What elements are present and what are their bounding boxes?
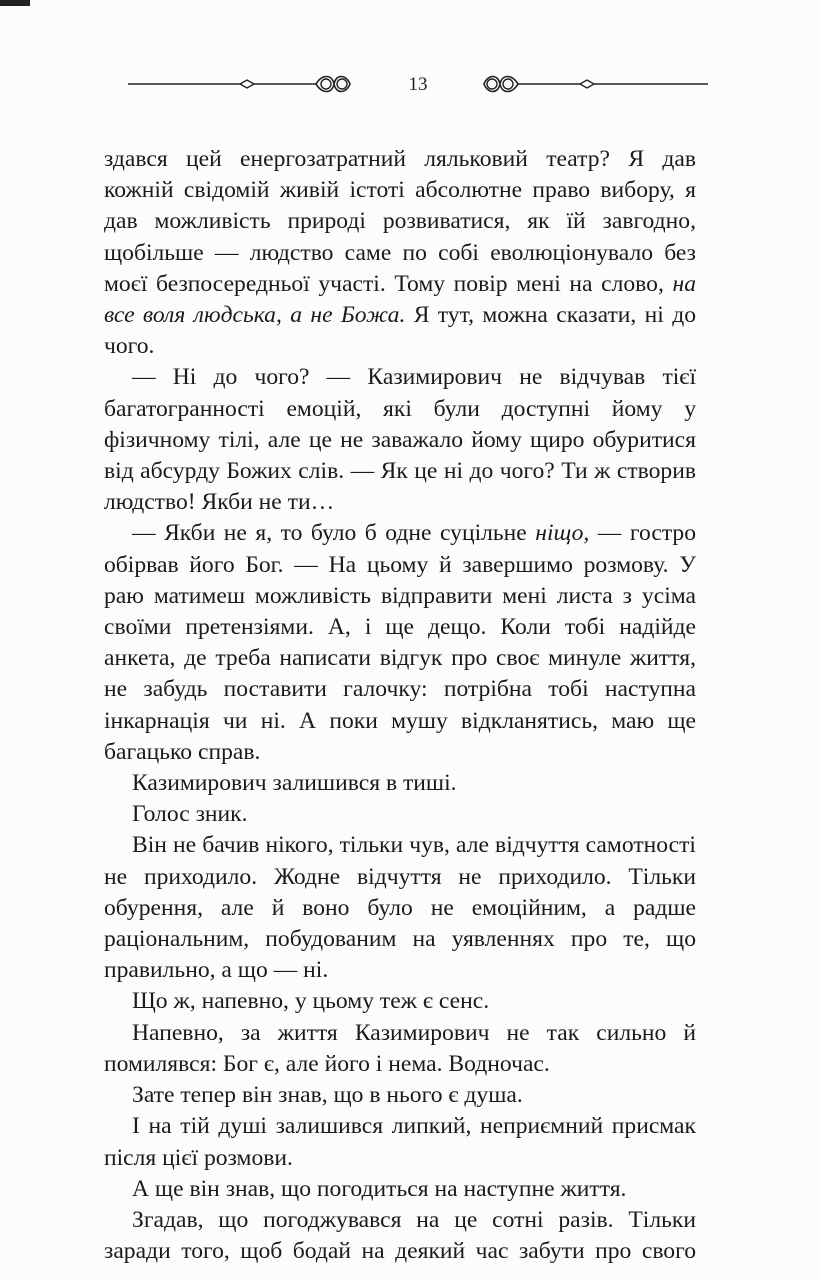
paragraph xyxy=(104,518,696,768)
paragraph xyxy=(104,768,696,799)
paragraph xyxy=(104,1080,696,1111)
paragraph xyxy=(104,144,696,362)
paragraph xyxy=(104,986,696,1017)
paragraph xyxy=(104,1205,696,1267)
paragraph xyxy=(104,1111,696,1173)
text-run: Що ж, напевно, у цьому теж є сенс. xyxy=(132,988,490,1015)
body-text xyxy=(104,144,696,1267)
text-run: здався цей енергозатратний ляльковий театр? Я дав кожній свідомій живій істоті абсолютне право вибору, я дав можливість природі розвиватися, як їй завгодно, щобільше — людство саме по собі еволюціонувало без моєї безпосередньої участі. Тому повір мені на слово, xyxy=(104,146,696,297)
paragraph xyxy=(104,1018,696,1080)
text-run: Він не бачив нікого, тільки чув, але відчуття самотності не приходило. Жодне відчуття не приходило. Тільки обурення, але й воно було не емоційним, а радше раціональним, побудованим на уявленнях про те, що правильно, а що — ні. xyxy=(104,832,696,984)
text-run: Згадав, що погоджувався на це сотні разів. Тільки заради того, щоб бодай на деякий час забути про свого xyxy=(104,1206,696,1265)
text-run: Голос зник. xyxy=(132,801,248,828)
page-number: 13 xyxy=(408,74,428,95)
scan-corner-mark xyxy=(0,0,30,6)
italic-text-run: на все воля людська, а не Божа. xyxy=(104,270,696,329)
text-run: Напевно, за життя Казимирович не так сильно й помилявся: Бог є, але його і нема. Водночас. xyxy=(104,1019,696,1077)
text-run: Зате тепер він знав, що в нього є душа. xyxy=(132,1082,523,1109)
page-header xyxy=(128,70,708,100)
text-run: А ще він знав, що погодиться на наступне життя. xyxy=(132,1175,627,1202)
text-run: — гостро обірвав його Бог. — На цьому й завершимо розмову. У раю матимеш можливість відправити мені листа з усіма своїми претензіями. А, і ще дещо. Коли тобі надійде анкета, де треба написати відгук про своє минуле життя, не забудь поставити галочку: потрібна тобі наступна інкарнація чи ні. А поки мушу відкланятись, маю ще багацько справ. xyxy=(104,520,697,765)
text-run: — Ні до чого? — Казимирович не відчував тієї багатогранності емоцій, які були доступні йому у фізичному тілі, але це не заважало йому щиро обуритися від абсурду Божих слів. — Як це ні до чого? Ти ж створив людство! Якби не ти… xyxy=(104,364,696,516)
text-run: І на тій душі залишився липкий, неприємний присмак після цієї розмови. xyxy=(104,1113,696,1171)
text-run: — Якби не я, то було б одне суцільне xyxy=(132,520,536,547)
paragraph xyxy=(104,1174,696,1205)
paragraph xyxy=(104,799,696,830)
italic-text-run: ніщо, xyxy=(535,520,590,547)
text-run: Казимирович залишився в тиші. xyxy=(132,770,457,797)
text-run: Я тут, можна сказати, ні до чого. xyxy=(104,302,696,360)
paragraph xyxy=(104,362,696,518)
paragraph xyxy=(104,830,696,986)
